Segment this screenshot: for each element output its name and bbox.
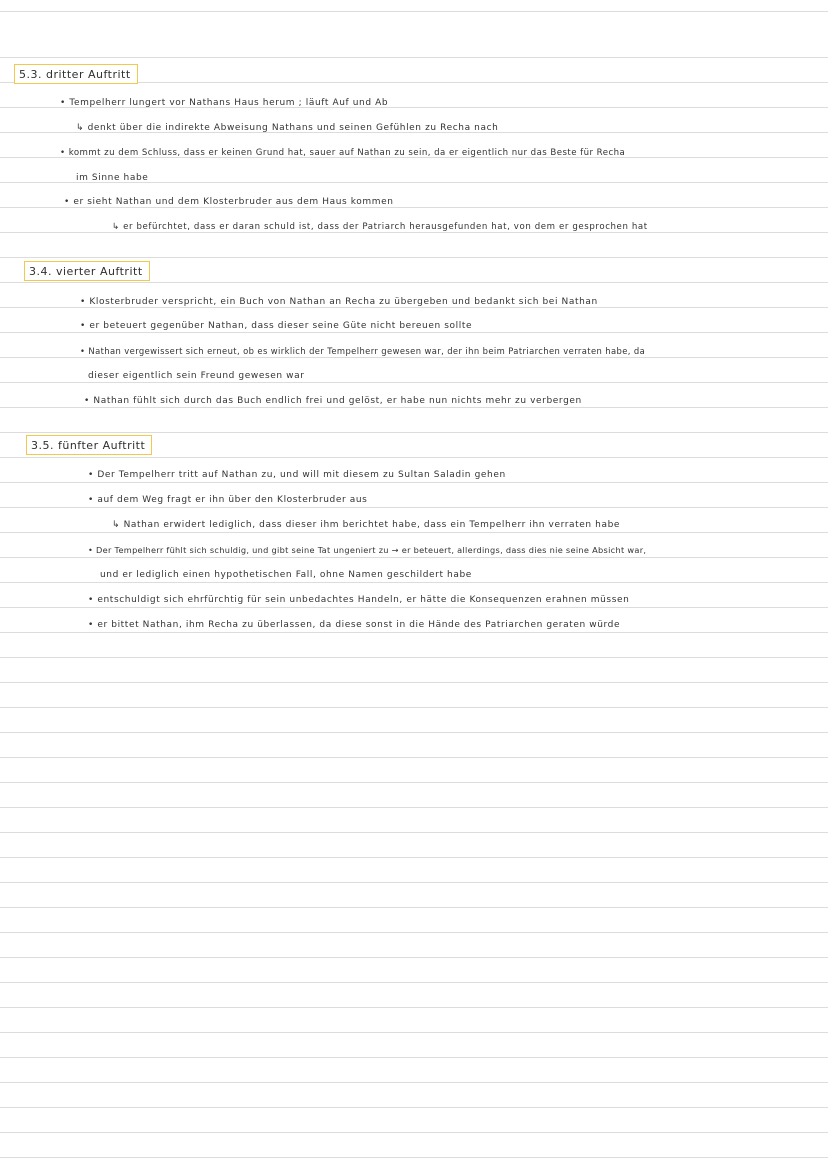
section-heading: 3.4. vierter Auftritt: [24, 261, 150, 281]
note-line: • er sieht Nathan und dem Klosterbruder aus dem Haus kommen: [64, 197, 394, 207]
note-line: dieser eigentlich sein Freund gewesen war: [88, 371, 305, 381]
note-line: ↳ er befürchtet, dass er daran schuld ist, dass der Patriarch herausgefunden hat, von dem er gesprochen hat: [112, 222, 648, 232]
section-heading: 5.3. dritter Auftritt: [14, 64, 138, 84]
note-line: • Tempelherr lungert vor Nathans Haus herum ; läuft Auf und Ab: [60, 98, 389, 108]
note-line: • Klosterbruder verspricht, ein Buch von Nathan an Recha zu übergeben und bedankt sich bei Nathan: [80, 297, 598, 307]
section-heading: 3.5. fünfter Auftritt: [26, 435, 152, 455]
note-line: • er bittet Nathan, ihm Recha zu überlassen, da diese sonst in die Hände des Patriarchen geraten würde: [88, 620, 621, 630]
note-line: • Nathan vergewissert sich erneut, ob es wirklich der Tempelherr gewesen war, der ihn beim Patriarchen verraten habe, da: [80, 346, 646, 356]
note-line: und er lediglich einen hypothetischen Fall, ohne Namen geschildert habe: [100, 570, 472, 580]
note-line: • auf dem Weg fragt er ihn über den Klosterbruder aus: [88, 495, 368, 505]
note-line: im Sinne habe: [76, 173, 149, 183]
note-line: • Der Tempelherr fühlt sich schuldig, und gibt seine Tat ungeniert zu → er beteuert, allerdings, dass dies nie seine Absicht war,: [88, 545, 647, 555]
note-line: ↳ Nathan erwidert lediglich, dass dieser ihm berichtet habe, dass ein Tempelherr ihn verraten habe: [112, 520, 621, 530]
note-line: • er beteuert gegenüber Nathan, dass dieser seine Güte nicht bereuen sollte: [80, 321, 473, 331]
note-line: • Der Tempelherr tritt auf Nathan zu, und will mit diesem zu Sultan Saladin gehen: [88, 470, 506, 480]
note-line: • entschuldigt sich ehrfürchtig für sein unbedachtes Handeln, er hätte die Konsequenzen erahnen müssen: [88, 595, 630, 605]
note-line: ↳ denkt über die indirekte Abweisung Nathans und seinen Gefühlen zu Recha nach: [76, 123, 499, 133]
note-line: • kommt zu dem Schluss, dass er keinen Grund hat, sauer auf Nathan zu sein, da er eigentlich nur das Beste für Recha: [60, 148, 626, 158]
note-line: • Nathan fühlt sich durch das Buch endlich frei und gelöst, er habe nun nichts mehr zu verbergen: [84, 396, 582, 406]
